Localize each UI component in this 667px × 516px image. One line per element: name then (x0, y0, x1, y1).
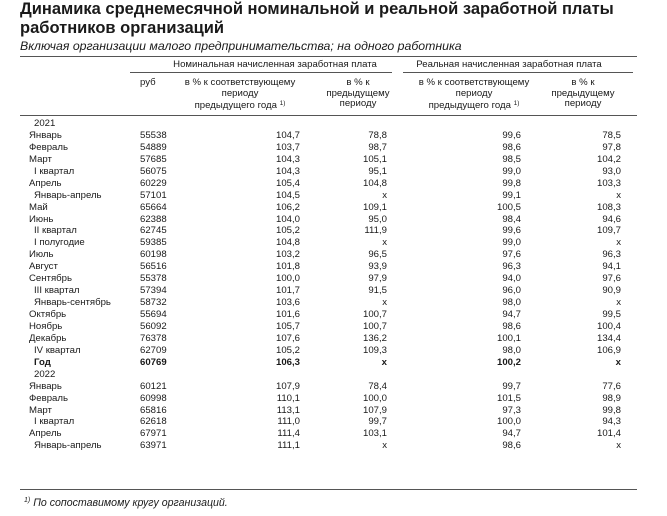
row-label: Апрель (29, 428, 62, 440)
row-label: Январь (29, 380, 62, 392)
cell-rub: 76378 (140, 332, 167, 344)
cell-real-pct-prev-period: 90,9 (602, 285, 621, 297)
table-row (0, 393, 667, 405)
nominal-header: Номинальная начисленная заработная плата (173, 59, 377, 70)
header-top-rule (20, 56, 637, 57)
row-label: 2022 (34, 368, 56, 380)
row-label: I квартал (34, 416, 75, 428)
cell-real-pct-prev-period: 94,3 (602, 416, 621, 428)
row-label: Февраль (29, 392, 68, 404)
cell-rub: 62388 (140, 213, 167, 225)
table-row (0, 440, 667, 452)
nominal-pct-prev-year-header: в % к соответствующему периоду предыдущего года $^{1)}$ (184, 77, 296, 112)
cell-nominal-pct-prev-year: 111,1 (277, 440, 300, 452)
table-row (0, 166, 667, 178)
cell-real-pct-prev-year: 100,5 (496, 201, 521, 213)
cell-nominal-pct-prev-year: 110,1 (276, 392, 300, 404)
cell-nominal-pct-prev-year: 113,1 (276, 404, 300, 416)
cell-rub: 55694 (140, 309, 167, 320)
row-label: Январь-апрель (34, 440, 102, 452)
cell-nominal-pct-prev-year: 105,4 (275, 177, 300, 189)
row-label: Февраль (29, 141, 68, 153)
cell-real-pct-prev-year: 100,1 (496, 332, 521, 344)
cell-nominal-pct-prev-year: 101,8 (275, 261, 300, 273)
cell-real-pct-prev-year: 94,0 (502, 273, 521, 285)
cell-real-pct-prev-year: 96,3 (502, 261, 521, 273)
cell-nominal-pct-prev-period: 91,5 (368, 285, 387, 297)
year-row (0, 118, 667, 130)
cell-nominal-pct-prev-year: 106,2 (275, 201, 300, 213)
cell-real-pct-prev-year: 101,5 (496, 392, 521, 404)
row-label: Июнь (29, 213, 54, 225)
table-bottom-rule (20, 489, 637, 490)
cell-rub: 56075 (140, 165, 167, 177)
cell-rub: 60229 (140, 177, 167, 189)
table-row (0, 309, 667, 321)
table-row (0, 261, 667, 273)
cell-nominal-pct-prev-year: 101,7 (275, 285, 300, 297)
cell-real-pct-prev-period: 104,2 (596, 153, 621, 165)
rub-header: руб (140, 77, 156, 88)
cell-nominal-pct-prev-period: x (382, 440, 387, 452)
cell-rub: 56092 (140, 320, 167, 332)
cell-nominal-pct-prev-period: 109,1 (362, 201, 387, 213)
table-row (0, 285, 667, 297)
cell-rub: 59385 (140, 237, 167, 249)
cell-real-pct-prev-year: 99,6 (502, 225, 521, 237)
cell-nominal-pct-prev-year: 103,6 (275, 297, 300, 309)
cell-nominal-pct-prev-period: x (382, 237, 387, 249)
page-title: Динамика среднемесячной номинальной и реальной заработной платы работников организаций (20, 0, 614, 37)
cell-real-pct-prev-year: 98,4 (502, 213, 521, 225)
row-label: Июль (29, 249, 54, 261)
cell-real-pct-prev-year: 98,5 (502, 153, 521, 165)
cell-rub: 56516 (140, 261, 167, 273)
cell-nominal-pct-prev-period: 107,9 (362, 404, 387, 416)
cell-real-pct-prev-period: 94,6 (602, 213, 621, 225)
cell-rub: 57101 (140, 189, 167, 201)
cell-nominal-pct-prev-period: 100,0 (362, 392, 387, 404)
cell-nominal-pct-prev-year: 104,3 (275, 165, 300, 177)
cell-nominal-pct-prev-period: x (382, 189, 387, 201)
cell-real-pct-prev-year: 97,3 (502, 404, 521, 416)
year-row (0, 369, 667, 381)
cell-nominal-pct-prev-year: 104,3 (275, 153, 300, 165)
cell-nominal-pct-prev-period: 95,0 (368, 213, 387, 225)
cell-nominal-pct-prev-period: 109,3 (362, 344, 387, 356)
header-bottom-rule (20, 115, 637, 116)
cell-real-pct-prev-period: x (616, 189, 621, 201)
cell-nominal-pct-prev-period: 111,9 (364, 225, 387, 237)
cell-rub: 67971 (140, 428, 167, 440)
wage-table-body (0, 118, 667, 452)
table-row (0, 202, 667, 214)
cell-real-pct-prev-year: 99,0 (502, 165, 521, 177)
cell-nominal-pct-prev-year: 104,7 (275, 129, 300, 141)
cell-rub: 60198 (140, 249, 167, 261)
cell-nominal-pct-prev-year: 107,9 (275, 380, 300, 392)
real-header-rule (403, 72, 633, 73)
cell-real-pct-prev-year: 97,6 (502, 249, 521, 261)
cell-nominal-pct-prev-period: 78,8 (368, 129, 387, 141)
cell-real-pct-prev-year: 98,6 (502, 141, 521, 153)
cell-rub: 65816 (140, 404, 167, 416)
table-row (0, 416, 667, 428)
footnote: $^{1)}$ По сопоставимому кругу организаций. (24, 497, 228, 509)
cell-nominal-pct-prev-period: 93,9 (368, 261, 387, 273)
cell-rub: 63971 (140, 440, 167, 452)
cell-nominal-pct-prev-period: 104,8 (362, 177, 387, 189)
cell-nominal-pct-prev-period: 96,5 (368, 249, 387, 261)
cell-nominal-pct-prev-year: 107,6 (275, 332, 300, 344)
table-row (0, 405, 667, 417)
table-row (0, 225, 667, 237)
row-label: Март (29, 404, 52, 416)
cell-real-pct-prev-year: 96,0 (502, 285, 521, 297)
table-row (0, 178, 667, 190)
cell-real-pct-prev-period: x (615, 356, 621, 368)
cell-rub: 62709 (140, 344, 167, 356)
cell-real-pct-prev-period: 77,6 (602, 380, 621, 392)
cell-rub: 57685 (140, 153, 167, 165)
cell-nominal-pct-prev-year: 105,2 (275, 344, 300, 356)
real-pct-prev-year-header: в % к соответствующему периоду предыдущего года $^{1)}$ (418, 77, 530, 112)
cell-real-pct-prev-year: 99,1 (502, 189, 521, 201)
table-row (0, 249, 667, 261)
real-pct-prev-period-header: в % к предыдущему периоду (551, 77, 615, 110)
cell-nominal-pct-prev-period: 95,1 (368, 165, 387, 177)
row-label: Октябрь (29, 309, 67, 320)
table-row (0, 190, 667, 202)
cell-real-pct-prev-period: 97,6 (602, 273, 621, 285)
table-row (0, 321, 667, 333)
table-row (0, 345, 667, 357)
cell-nominal-pct-prev-year: 103,2 (275, 249, 300, 261)
cell-real-pct-prev-period: x (616, 297, 621, 309)
cell-rub: 60769 (140, 356, 167, 368)
table-row (0, 130, 667, 142)
row-label: 2021 (34, 118, 56, 129)
cell-nominal-pct-prev-year: 105,2 (275, 225, 300, 237)
cell-real-pct-prev-year: 94,7 (502, 309, 521, 320)
cell-nominal-pct-prev-period: 78,4 (368, 380, 387, 392)
cell-real-pct-prev-period: 99,8 (602, 404, 621, 416)
cell-rub: 55378 (140, 273, 167, 285)
row-label: Декабрь (29, 332, 67, 344)
cell-real-pct-prev-year: 100,2 (496, 356, 521, 368)
cell-nominal-pct-prev-year: 100,0 (275, 273, 300, 285)
cell-real-pct-prev-period: 106,9 (596, 344, 621, 356)
row-label: Март (29, 153, 52, 165)
table-row (0, 154, 667, 166)
row-label: Ноябрь (29, 320, 63, 332)
cell-rub: 60998 (140, 392, 167, 404)
cell-real-pct-prev-year: 94,7 (502, 428, 521, 440)
cell-rub: 58732 (140, 297, 167, 309)
row-label: Январь (29, 129, 62, 141)
cell-real-pct-prev-year: 99,6 (502, 129, 521, 141)
cell-real-pct-prev-period: 93,0 (602, 165, 621, 177)
cell-real-pct-prev-year: 99,8 (502, 177, 521, 189)
table-row (0, 357, 667, 369)
cell-nominal-pct-prev-year: 105,7 (275, 320, 300, 332)
cell-nominal-pct-prev-period: 100,7 (362, 320, 387, 332)
row-label: I квартал (34, 165, 75, 177)
cell-real-pct-prev-period: x (616, 237, 621, 249)
nominal-pct-prev-period-header: в % к предыдущему периоду (326, 77, 390, 110)
table-row (0, 381, 667, 393)
table-row (0, 214, 667, 226)
cell-nominal-pct-prev-period: 103,1 (362, 428, 387, 440)
cell-real-pct-prev-year: 100,0 (496, 416, 521, 428)
cell-real-pct-prev-period: 97,8 (602, 141, 621, 153)
row-label: Май (29, 201, 48, 213)
row-label: II квартал (34, 225, 77, 237)
row-label: Январь-сентябрь (34, 297, 111, 309)
page-subtitle: Включая организации малого предпринимательства; на одного работника (20, 39, 462, 53)
row-label: III квартал (34, 285, 80, 297)
row-label: I полугодие (34, 237, 85, 249)
cell-real-pct-prev-period: 78,5 (602, 129, 621, 141)
real-header: Реальная начисленная заработная плата (416, 59, 602, 70)
table-row (0, 297, 667, 309)
cell-nominal-pct-prev-period: x (381, 356, 387, 368)
row-label: Сентябрь (29, 273, 72, 285)
cell-nominal-pct-prev-period: 99,7 (368, 416, 387, 428)
cell-nominal-pct-prev-period: 136,2 (362, 332, 387, 344)
cell-real-pct-prev-year: 98,6 (502, 320, 521, 332)
cell-real-pct-prev-period: 96,3 (602, 249, 621, 261)
cell-nominal-pct-prev-period: 100,7 (362, 309, 387, 320)
cell-real-pct-prev-year: 99,0 (502, 237, 521, 249)
cell-nominal-pct-prev-period: 97,9 (368, 273, 387, 285)
table-row (0, 237, 667, 249)
nominal-header-rule (130, 72, 392, 73)
cell-real-pct-prev-period: 103,3 (596, 177, 621, 189)
cell-rub: 54889 (140, 141, 167, 153)
cell-real-pct-prev-period: x (616, 440, 621, 452)
table-row (0, 273, 667, 285)
cell-nominal-pct-prev-period: x (382, 297, 387, 309)
row-label: Год (34, 356, 51, 368)
cell-real-pct-prev-period: 100,4 (596, 320, 621, 332)
cell-real-pct-prev-period: 134,4 (596, 332, 621, 344)
cell-real-pct-prev-year: 98,0 (502, 344, 521, 356)
cell-nominal-pct-prev-year: 104,8 (275, 237, 300, 249)
cell-rub: 57394 (140, 285, 167, 297)
cell-real-pct-prev-period: 98,9 (602, 392, 621, 404)
cell-real-pct-prev-period: 108,3 (596, 201, 621, 213)
cell-nominal-pct-prev-period: 105,1 (362, 153, 387, 165)
row-label: Август (29, 261, 58, 273)
cell-nominal-pct-prev-year: 106,3 (275, 356, 300, 368)
cell-real-pct-prev-year: 99,7 (502, 380, 521, 392)
cell-nominal-pct-prev-year: 104,5 (275, 189, 300, 201)
table-row (0, 428, 667, 440)
cell-nominal-pct-prev-year: 101,6 (275, 309, 300, 320)
cell-nominal-pct-prev-year: 111,4 (277, 428, 300, 440)
cell-real-pct-prev-period: 94,1 (602, 261, 621, 273)
cell-rub: 62745 (140, 225, 167, 237)
cell-rub: 65664 (140, 201, 167, 213)
cell-rub: 60121 (140, 380, 167, 392)
cell-nominal-pct-prev-year: 104,0 (275, 213, 300, 225)
row-label: Апрель (29, 177, 62, 189)
cell-nominal-pct-prev-period: 98,7 (368, 141, 387, 153)
table-row (0, 142, 667, 154)
row-label: Январь-апрель (34, 189, 102, 201)
cell-real-pct-prev-year: 98,0 (502, 297, 521, 309)
cell-nominal-pct-prev-year: 103,7 (275, 141, 300, 153)
cell-nominal-pct-prev-year: 111,0 (277, 416, 300, 428)
cell-rub: 55538 (140, 129, 167, 141)
cell-real-pct-prev-year: 98,6 (502, 440, 521, 452)
cell-real-pct-prev-period: 109,7 (596, 225, 621, 237)
table-row (0, 333, 667, 345)
cell-real-pct-prev-period: 99,5 (602, 309, 621, 320)
cell-rub: 62618 (140, 416, 167, 428)
cell-real-pct-prev-period: 101,4 (596, 428, 621, 440)
row-label: IV квартал (34, 344, 81, 356)
